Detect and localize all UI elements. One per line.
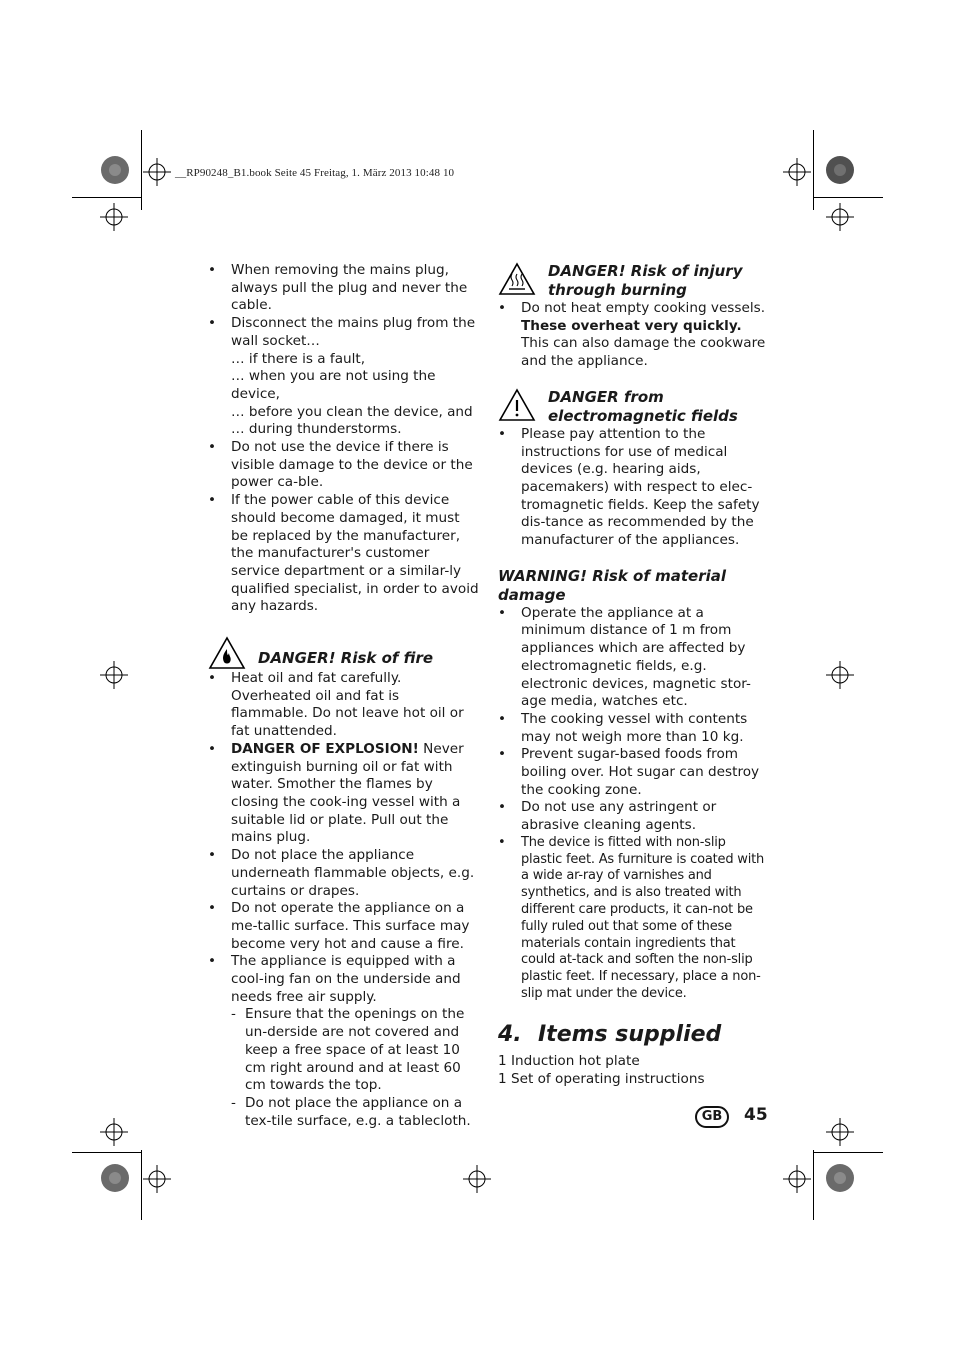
warning-list	[498, 605, 770, 1003]
items-list	[498, 1053, 770, 1088]
registration-disc-icon	[100, 155, 130, 185]
page-number: 45	[744, 1105, 768, 1125]
list-item: • Do not use the device if there is visible damage to the device or the power ca-ble.	[208, 439, 480, 492]
crosshair-icon	[100, 203, 128, 231]
list-item: • The cooking vessel with contents may not weigh more than 10 kg.	[498, 711, 770, 746]
list-item: 1 Set of operating instructions	[498, 1070, 705, 1087]
crop-mark	[813, 197, 883, 198]
crop-mark	[72, 1152, 142, 1153]
list-item: • Do not place the appliance underneath flammable objects, e.g. curtains or drapes.	[208, 847, 480, 900]
explosion-text: Never extinguish burning oil or fat with water. Smother the flames by closing the cook-ing vessel with a suitable lid or plate. Pull out the mains plug.	[231, 740, 464, 846]
crosshair-icon	[463, 1165, 491, 1193]
em-heading	[498, 388, 770, 426]
list-item: • Prevent sugar-based foods from boiling over. Hot sugar can destroy the cooking zone.	[498, 746, 770, 799]
list-item: • If the power cable of this device should become damaged, it must be replaced by the manufacturer, the manufacturer's customer service department or a similar-ly qualified specialist, in order to avoid any hazards.	[208, 492, 480, 616]
socket-condition: … during thunderstorms.	[231, 421, 402, 438]
crosshair-icon	[783, 158, 811, 186]
sub-item: - Do not place the appliance on a tex-tile surface, e.g. a tablecloth.	[208, 1095, 480, 1130]
safety-list	[208, 439, 480, 616]
list-item: • The appliance is equipped with a cool-ing fan on the underside and needs free air supply.	[208, 953, 480, 1006]
list-item: • Operate the appliance at a minimum distance of 1 m from appliances which are affected by electromagnetic fields, e.g. electronic devices, magnetic stor-age media, watches etc.	[498, 605, 770, 711]
registration-disc-icon	[825, 155, 855, 185]
crop-mark	[141, 1150, 142, 1220]
crop-mark	[72, 197, 142, 198]
socket-condition: … before you clean the device, and	[231, 403, 473, 420]
socket-condition: … when you are not using the device,	[231, 368, 436, 402]
list-item: • When removing the mains plug, always pull the plug and never the cable.	[208, 262, 480, 315]
safety-list	[208, 262, 480, 351]
crosshair-icon	[783, 1165, 811, 1193]
fire-warning-icon	[208, 636, 246, 670]
list-item	[498, 300, 770, 371]
registration-disc-icon	[100, 1163, 130, 1193]
list-item: • Please pay attention to the instructions for use of medical devices (e.g. hearing aids, pacemakers) with respect to elec-tromagnetic fields. Keep the safety dis-tance as recommended by the manufacturer of the appliances.	[498, 426, 770, 550]
crop-mark	[813, 1152, 883, 1153]
left-column	[208, 262, 480, 1130]
list-item: • Disconnect the mains plug from the wall socket…	[208, 315, 480, 350]
language-badge: GB	[695, 1106, 729, 1128]
list-item	[208, 741, 480, 847]
list-item: • Do not use any astringent or abrasive cleaning agents.	[498, 799, 770, 834]
burn-heading	[498, 262, 770, 300]
burn-text-rest: This can also damage the cookware and the appliance.	[521, 335, 766, 370]
fire-heading-text: DANGER! Risk of fire	[258, 649, 434, 668]
crosshair-icon	[100, 661, 128, 689]
crosshair-icon	[100, 1118, 128, 1146]
exclamation-warning-icon	[498, 388, 536, 422]
crosshair-icon	[143, 1165, 171, 1193]
burn-text: Do not heat empty cooking vessels.	[521, 300, 766, 316]
sub-item: - Ensure that the openings on the un-derside are not covered and keep a free space of at least 10 cm right around and at least 60 cm towards the top.	[208, 1006, 480, 1095]
crosshair-icon	[143, 158, 171, 186]
warning-heading: WARNING! Risk of material damage	[498, 566, 727, 604]
registration-disc-icon	[825, 1163, 855, 1193]
section-title: Items supplied	[538, 1021, 722, 1047]
list-item: 1 Induction hot plate	[498, 1052, 640, 1069]
section-heading	[498, 1021, 770, 1049]
crop-mark	[813, 130, 814, 210]
section-number: 4.	[498, 1021, 522, 1047]
crosshair-icon	[826, 203, 854, 231]
burn-heading-text: DANGER! Risk of injury through burning	[548, 262, 743, 299]
burn-list	[498, 300, 770, 371]
overheat-warning: These overheat very quickly.	[521, 317, 742, 334]
em-list	[498, 426, 770, 550]
list-item: • The device is fitted with non-slip plastic feet. As furniture is coated with a wide ar-ray of varnishes and synthetics, and is also treated with different care products, it can-not be fully ruled out that some of these materials contain ingredients that could at-tack and soften the non-slip plastic feet. If necessary, place a non-slip mat under the device.	[498, 835, 770, 1003]
fire-list	[208, 670, 480, 1130]
crop-mark	[141, 130, 142, 210]
crosshair-icon	[826, 1118, 854, 1146]
list-item: • Do not operate the appliance on a me-tallic surface. This surface may become very hot and cause a fire.	[208, 900, 480, 953]
crosshair-icon	[826, 661, 854, 689]
hot-surface-icon	[498, 262, 536, 296]
socket-condition: … if there is a fault,	[231, 350, 366, 367]
print-header: __RP90248_B1.book Seite 45 Freitag, 1. März 2013 10:48 10	[175, 167, 455, 179]
list-item: • Heat oil and fat carefully. Overheated oil and fat is flammable. Do not leave hot oil or fat unattended.	[208, 670, 480, 741]
crop-mark	[813, 1150, 814, 1220]
explosion-warning: DANGER OF EXPLOSION!	[231, 740, 419, 757]
right-column	[498, 262, 770, 1088]
em-heading-text: DANGER from electromagnetic fields	[548, 387, 738, 425]
fire-heading	[208, 636, 480, 670]
